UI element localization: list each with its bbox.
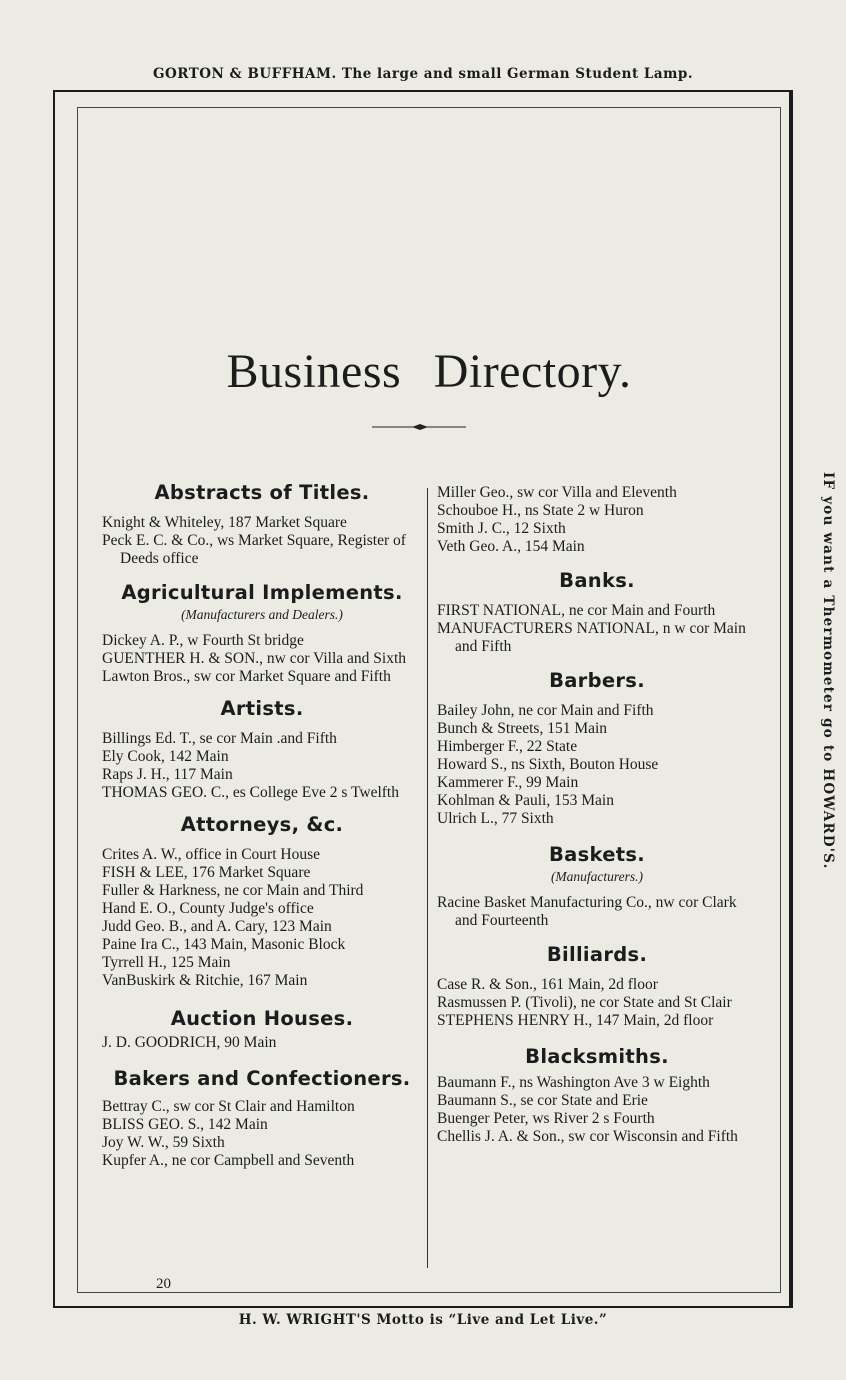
section-heading: Agricultural Implements. [121, 581, 403, 604]
directory-entry: Peck E. C. & Co., ws Market Square, Register of Deeds office [102, 532, 406, 567]
section-heading: Attorneys, &c. [180, 813, 344, 836]
directory-entry: Rasmussen P. (Tivoli), ne cor State and St Clair [437, 994, 732, 1011]
directory-entry: Buenger Peter, ws River 2 s Fourth [437, 1110, 655, 1127]
directory-entry: THOMAS GEO. C., es College Eve 2 s Twelfth [102, 784, 399, 801]
directory-entry: Racine Basket Manufacturing Co., nw cor Clark and Fourteenth [437, 894, 737, 929]
directory-entry: Knight & Whiteley, 187 Market Square [102, 514, 347, 531]
section-heading: Artists. [220, 697, 304, 720]
directory-entry: Bailey John, ne cor Main and Fifth [437, 702, 654, 719]
directory-entry: MANUFACTURERS NATIONAL, n w cor Main and Fifth [437, 620, 746, 655]
right-column [437, 484, 757, 1146]
left-column [102, 481, 422, 1170]
section-heading: Baskets. [548, 843, 646, 866]
directory-entry: FISH & LEE, 176 Market Square [102, 864, 311, 881]
directory-entry: Baumann F., ns Washington Ave 3 w Eighth [437, 1074, 710, 1091]
directory-entry: Joy W. W., 59 Sixth [102, 1134, 225, 1151]
bottom-banner: H. W. WRIGHT'S Motto is “Live and Let Live.” [238, 1312, 608, 1328]
section-heading: Blacksmiths. [525, 1045, 669, 1068]
directory-entry: Bettray C., sw cor St Clair and Hamilton [102, 1098, 355, 1115]
directory-entry: STEPHENS HENRY H., 147 Main, 2d floor [437, 1012, 714, 1029]
directory-entry: Kammerer F., 99 Main [437, 774, 579, 791]
directory-entry: FIRST NATIONAL, ne cor Main and Fourth [437, 602, 716, 619]
section-subheading: (Manufacturers.) [550, 869, 644, 884]
directory-entry: Ulrich L., 77 Sixth [437, 810, 554, 827]
directory-entry: Baumann S., se cor State and Erie [437, 1092, 648, 1109]
section-heading: Banks. [559, 569, 635, 592]
directory-entry: VanBuskirk & Ritchie, 167 Main [102, 972, 308, 989]
top-banner: GORTON & BUFFHAM. The large and small German Student Lamp. [152, 66, 694, 82]
directory-entry: GUENTHER H. & SON., nw cor Villa and Sixth [102, 650, 407, 667]
directory-entry: Kupfer A., ne cor Campbell and Seventh [102, 1152, 355, 1169]
section-subheading: (Manufacturers and Dealers.) [181, 607, 343, 622]
directory-entry: Kohlman & Pauli, 153 Main [437, 792, 614, 809]
directory-entry: Smith J. C., 12 Sixth [437, 520, 566, 537]
directory-entry: Hand E. O., County Judge's office [102, 900, 314, 917]
directory-entry: Bunch & Streets, 151 Main [437, 720, 608, 737]
directory-entry: Tyrrell H., 125 Main [102, 954, 231, 971]
directory-entry: Chellis J. A. & Son., sw cor Wisconsin and Fifth [437, 1128, 738, 1145]
section-heading: Auction Houses. [170, 1007, 354, 1030]
page-title: Business Directory. [226, 345, 632, 399]
column-divider [427, 488, 428, 1268]
directory-entry: Veth Geo. A., 154 Main [437, 538, 585, 555]
directory-entry: BLISS GEO. S., 142 Main [102, 1116, 268, 1133]
directory-entry: Howard S., ns Sixth, Bouton House [437, 756, 659, 773]
directory-entry: Raps J. H., 117 Main [102, 766, 233, 783]
directory-entry: Case R. & Son., 161 Main, 2d floor [437, 976, 658, 993]
directory-entry: Himberger F., 22 State [437, 738, 578, 755]
page-number: 20 [156, 1276, 171, 1292]
directory-entry: Paine Ira C., 143 Main, Masonic Block [102, 936, 346, 953]
directory-entry: Judd Geo. B., and A. Cary, 123 Main [102, 918, 332, 935]
directory-entry: Dickey A. P., w Fourth St bridge [102, 632, 304, 649]
section-heading: Abstracts of Titles. [154, 481, 370, 504]
directory-entry: Ely Cook, 142 Main [102, 748, 229, 765]
section-heading: Barbers. [549, 669, 645, 692]
directory-entry: Crites A. W., office in Court House [102, 846, 320, 863]
directory-entry: J. D. GOODRICH, 90 Main [102, 1034, 277, 1051]
section-heading: Bakers and Confectioners. [113, 1067, 411, 1090]
side-banner: IF you want a Thermometer go to HOWARD'S. [820, 472, 836, 870]
directory-entry: Lawton Bros., sw cor Market Square and Fifth [102, 668, 391, 685]
section-heading: Billiards. [546, 943, 648, 966]
directory-entry: Schouboe H., ns State 2 w Huron [437, 502, 644, 519]
directory-entry: Fuller & Harkness, ne cor Main and Third [102, 882, 364, 899]
ornament-divider [372, 422, 466, 432]
directory-entry: Miller Geo., sw cor Villa and Eleventh [437, 484, 677, 501]
directory-entry: Billings Ed. T., se cor Main .and Fifth [102, 730, 337, 747]
